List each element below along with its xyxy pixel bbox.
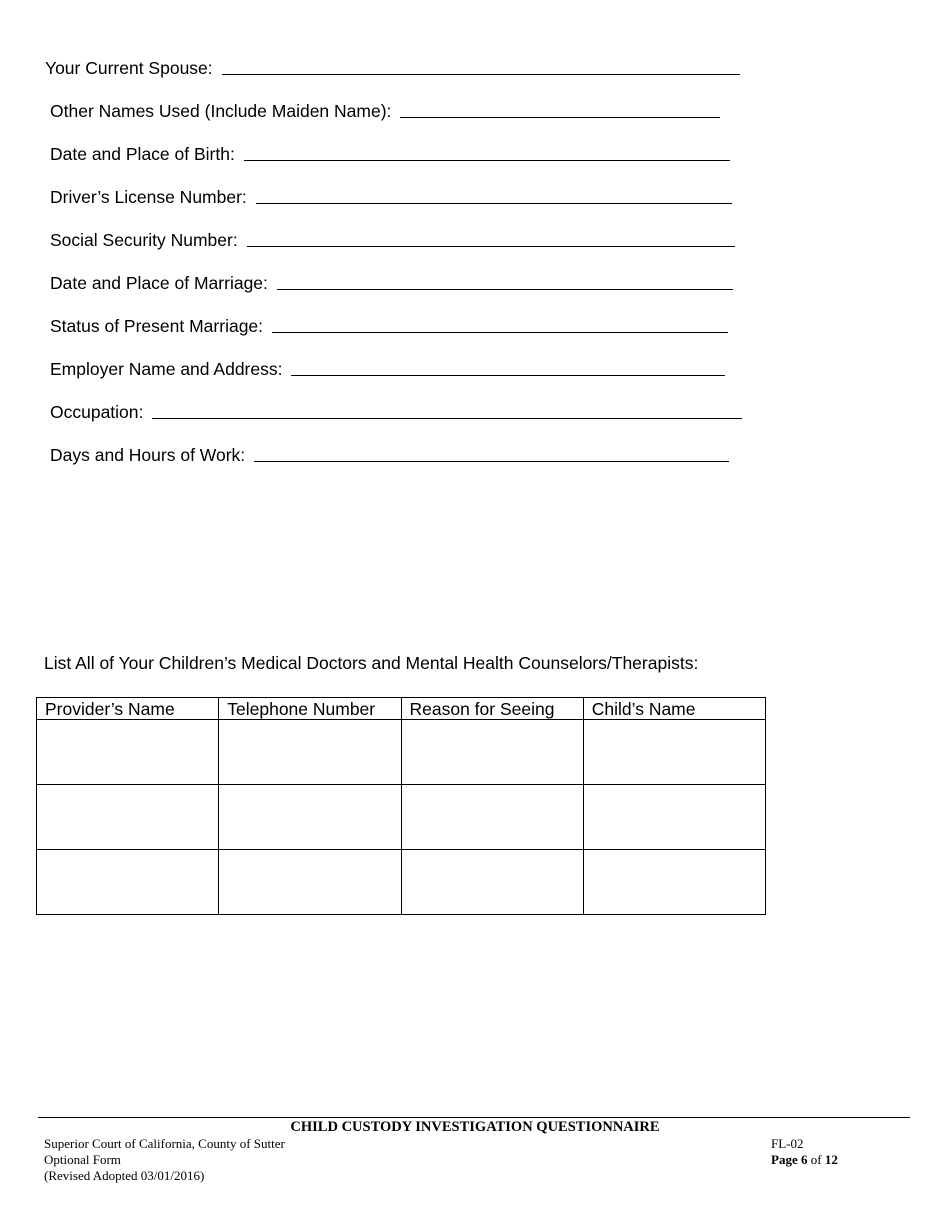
field-label: Employer Name and Address:	[50, 359, 283, 379]
providers-section-label: List All of Your Children’s Medical Doctors and Mental Health Counselors/Therapists:	[44, 653, 699, 673]
page-of: of	[810, 1152, 822, 1167]
footer-form-number: FL-02	[771, 1136, 804, 1151]
field-label: Date and Place of Birth:	[50, 144, 235, 164]
fill-line-occupation[interactable]	[152, 418, 742, 419]
table-cell[interactable]	[37, 850, 219, 915]
footer-divider	[38, 1117, 910, 1118]
table-cell[interactable]	[401, 720, 583, 785]
table-cell[interactable]	[583, 850, 765, 915]
fill-line-other-names[interactable]	[400, 117, 720, 118]
field-marriage-status	[50, 310, 728, 336]
fill-line-ssn[interactable]	[247, 246, 735, 247]
fill-line-employer[interactable]	[291, 375, 725, 376]
footer-right-block	[771, 1136, 838, 1168]
fill-line-current-spouse[interactable]	[222, 74, 740, 75]
field-birth	[50, 138, 730, 164]
table-cell[interactable]	[583, 720, 765, 785]
fill-line-work-hours[interactable]	[254, 461, 729, 462]
column-header-provider-name: Provider’s Name	[37, 698, 219, 720]
field-label: Date and Place of Marriage:	[50, 273, 268, 293]
field-label: Occupation:	[50, 402, 144, 422]
table-cell[interactable]	[37, 785, 219, 850]
table-cell[interactable]	[583, 785, 765, 850]
field-label: Driver’s License Number:	[50, 187, 247, 207]
field-label: Other Names Used (Include Maiden Name):	[50, 101, 392, 121]
field-label: Days and Hours of Work:	[50, 445, 246, 465]
field-occupation	[50, 396, 742, 422]
footer-revised-date: (Revised Adopted 03/01/2016)	[44, 1168, 205, 1183]
footer-left-block	[44, 1136, 285, 1184]
field-current-spouse	[45, 52, 740, 78]
field-drivers-license	[50, 181, 732, 207]
field-marriage	[50, 267, 733, 293]
field-label: Social Security Number:	[50, 230, 238, 250]
fill-line-marriage[interactable]	[277, 289, 733, 290]
table-cell[interactable]	[401, 785, 583, 850]
table-cell[interactable]	[219, 785, 401, 850]
field-ssn	[50, 224, 735, 250]
fill-line-marriage-status[interactable]	[272, 332, 728, 333]
table-cell[interactable]	[401, 850, 583, 915]
fill-line-drivers-license[interactable]	[256, 203, 732, 204]
footer-title: CHILD CUSTODY INVESTIGATION QUESTIONNAIRE	[290, 1119, 660, 1135]
footer-court: Superior Court of California, County of Sutter	[44, 1136, 285, 1151]
table-cell[interactable]	[219, 720, 401, 785]
field-label: Your Current Spouse:	[45, 58, 213, 78]
page-current: 6	[800, 1152, 808, 1167]
page-total: 12	[824, 1152, 838, 1167]
table-row	[37, 785, 766, 850]
fill-line-birth[interactable]	[244, 160, 730, 161]
table-cell[interactable]	[37, 720, 219, 785]
table-row	[37, 850, 766, 915]
column-header-child-name: Child’s Name	[583, 698, 765, 720]
field-work-hours	[50, 439, 729, 465]
table-row	[37, 720, 766, 785]
field-employer	[50, 353, 725, 379]
field-other-names	[50, 95, 720, 121]
table-header-row	[37, 698, 766, 720]
field-label: Status of Present Marriage:	[50, 316, 264, 336]
footer-form-type: Optional Form	[44, 1152, 121, 1167]
table-cell[interactable]	[219, 850, 401, 915]
column-header-reason: Reason for Seeing	[401, 698, 583, 720]
providers-table	[36, 697, 766, 915]
column-header-telephone: Telephone Number	[219, 698, 401, 720]
footer-page-indicator	[771, 1152, 838, 1168]
page-word: Page	[771, 1152, 798, 1167]
